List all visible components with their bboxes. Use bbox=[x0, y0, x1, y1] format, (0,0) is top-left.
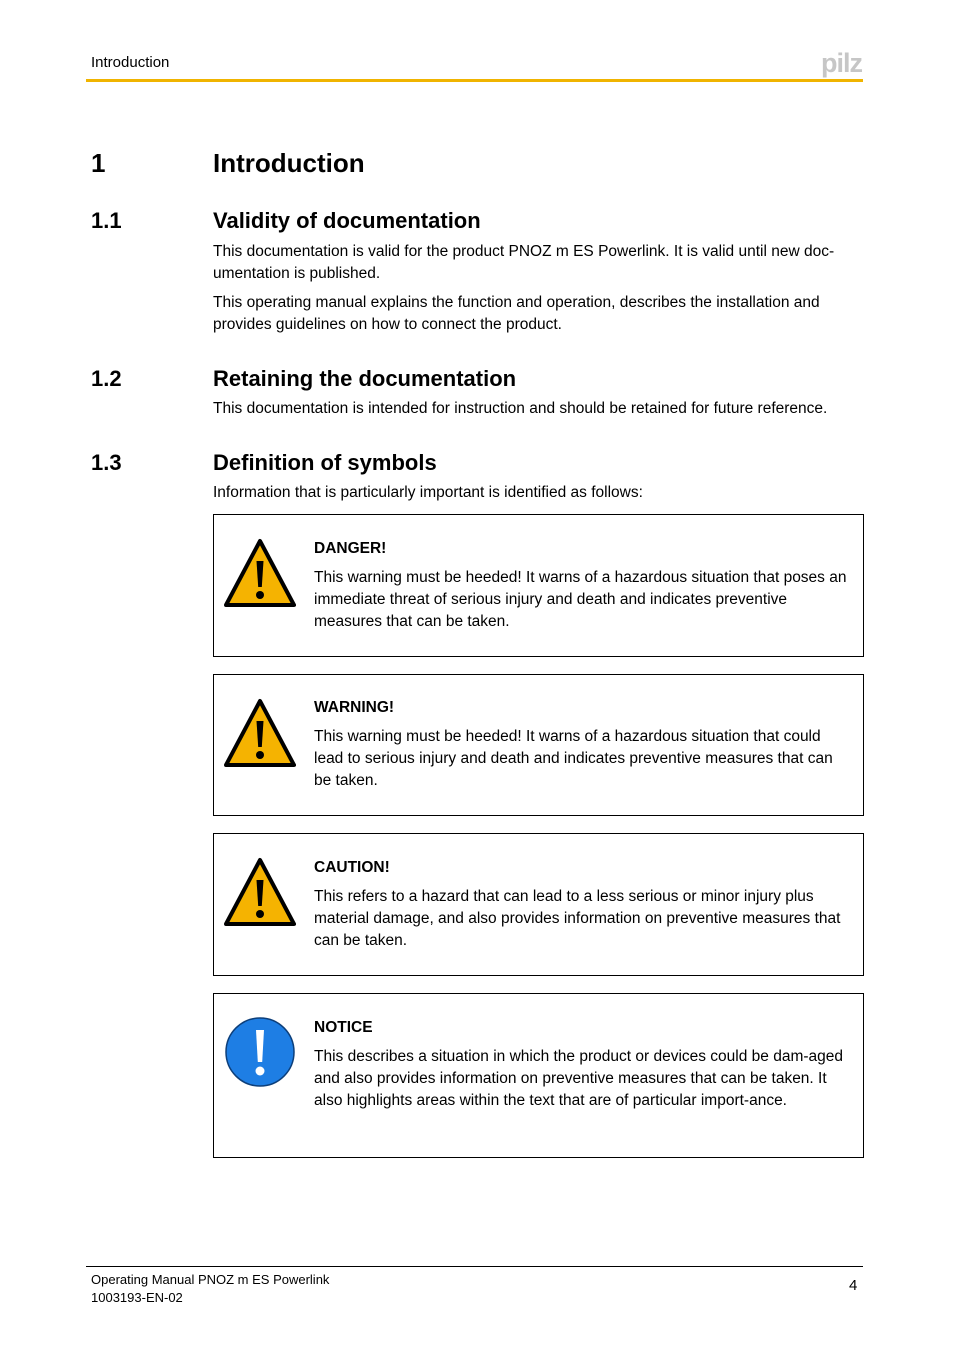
footer-doc-id: 1003193-EN-02 bbox=[91, 1290, 183, 1305]
pilz-logo: pilz bbox=[821, 48, 862, 78]
warning-triangle-icon bbox=[224, 856, 296, 928]
notice-box bbox=[213, 993, 864, 1158]
caution-text: This refers to a hazard that can lead to a less serious or minor injury plus material damage, and also provides information on preventive measures that can be taken. bbox=[314, 888, 841, 949]
info-exclamation-icon bbox=[224, 1016, 296, 1088]
footer-rule bbox=[86, 1266, 863, 1267]
symbols-paragraph: Information that is particularly important is identified as follows: bbox=[213, 484, 643, 501]
notice-text: This describes a situation in which the product or devices could be dam-aged and also provides information on preventive measures that can be taken. It also highlights areas within the text that are of particular import-ance. bbox=[314, 1048, 844, 1109]
retaining-paragraph: This documentation is intended for instruction and should be retained for future reference. bbox=[213, 400, 828, 417]
warning-triangle-icon bbox=[224, 537, 296, 609]
warning-label: WARNING! bbox=[314, 699, 395, 716]
header-section-title: Introduction bbox=[91, 54, 170, 71]
section-number-1-1: 1.1 bbox=[91, 208, 122, 233]
section-number-1-3: 1.3 bbox=[91, 450, 122, 475]
caution-notice-box bbox=[213, 833, 864, 976]
caution-label: CAUTION! bbox=[314, 859, 390, 876]
danger-label: DANGER! bbox=[314, 540, 387, 557]
warning-triangle-icon bbox=[224, 697, 296, 769]
header-rule bbox=[86, 79, 863, 82]
notice-label: NOTICE bbox=[314, 1019, 373, 1036]
section-title-validity: Validity of documentation bbox=[213, 208, 481, 233]
danger-notice-box bbox=[213, 514, 864, 657]
validity-paragraph-1: This documentation is valid for the product PNOZ m ES Powerlink. It is valid until new doc-umentation is published. bbox=[213, 243, 835, 282]
page-number: 4 bbox=[849, 1277, 858, 1294]
chapter-title: Introduction bbox=[213, 148, 365, 178]
chapter-number: 1 bbox=[91, 148, 106, 178]
warning-notice-box bbox=[213, 674, 864, 816]
validity-paragraph-2: This operating manual explains the function and operation, describes the installation and provides guidelines on how to connect the product. bbox=[213, 294, 820, 333]
warning-text: This warning must be heeded! It warns of a hazardous situation that could lead to serious injury and death and indicates preventive measures that can be taken. bbox=[314, 728, 833, 789]
danger-text: This warning must be heeded! It warns of a hazardous situation that poses an immediate threat of serious injury and death and indicates preventive measures that can be taken. bbox=[314, 569, 847, 630]
section-number-1-2: 1.2 bbox=[91, 366, 122, 391]
section-title-retaining: Retaining the documentation bbox=[213, 366, 517, 391]
footer-manual-title: Operating Manual PNOZ m ES Powerlink bbox=[91, 1272, 330, 1287]
section-title-symbols: Definition of symbols bbox=[213, 450, 437, 475]
